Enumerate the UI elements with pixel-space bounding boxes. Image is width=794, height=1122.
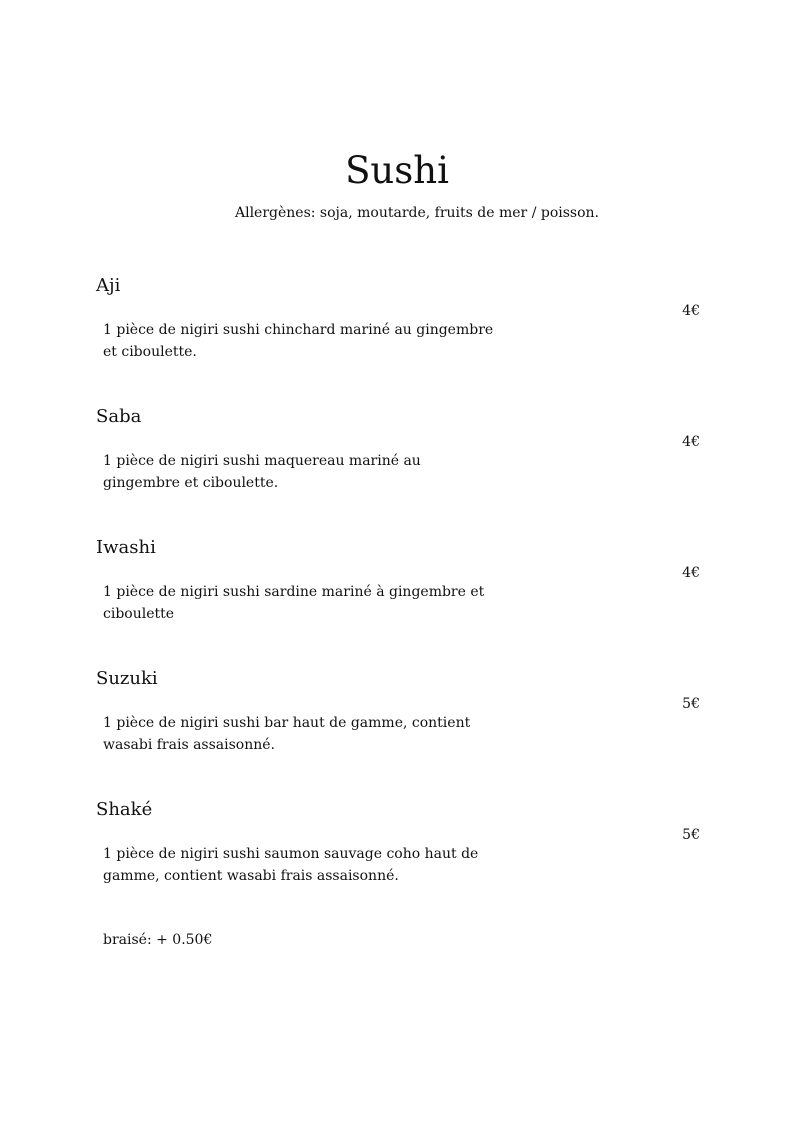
item-price: 4€ xyxy=(682,565,700,581)
item-description: 1 pièce de nigiri sushi chinchard mariné au gingembre et ciboulette. xyxy=(103,322,494,360)
menu-item-aji xyxy=(0,272,794,403)
item-price: 4€ xyxy=(682,434,700,450)
menu-list xyxy=(0,272,794,948)
menu-item-saba xyxy=(0,403,794,534)
menu-item-suzuki xyxy=(0,665,794,796)
item-name: Iwashi xyxy=(96,537,156,558)
item-description: 1 pièce de nigiri sushi maquereau mariné au gingembre et ciboulette. xyxy=(103,453,421,491)
item-option-braise: braisé: + 0.50€ xyxy=(103,932,213,948)
allergens-note: Allergènes: soja, moutarde, fruits de mer / poisson. xyxy=(234,205,599,221)
item-description: 1 pièce de nigiri sushi bar haut de gamme, contient wasabi frais assaisonné. xyxy=(103,715,471,753)
item-price: 4€ xyxy=(682,303,700,319)
menu-item-iwashi xyxy=(0,534,794,665)
menu-item-shake xyxy=(0,796,794,948)
item-name: Aji xyxy=(96,275,121,296)
item-name: Saba xyxy=(96,406,142,427)
page-title: Sushi xyxy=(345,149,449,192)
item-price: 5€ xyxy=(682,827,700,843)
item-name: Suzuki xyxy=(96,668,158,689)
item-name: Shaké xyxy=(96,799,153,820)
item-description: 1 pièce de nigiri sushi sardine mariné à gingembre et ciboulette xyxy=(103,584,485,622)
item-description: 1 pièce de nigiri sushi saumon sauvage coho haut de gamme, contient wasabi frais assaisonné. xyxy=(103,846,479,884)
item-price: 5€ xyxy=(682,696,700,712)
